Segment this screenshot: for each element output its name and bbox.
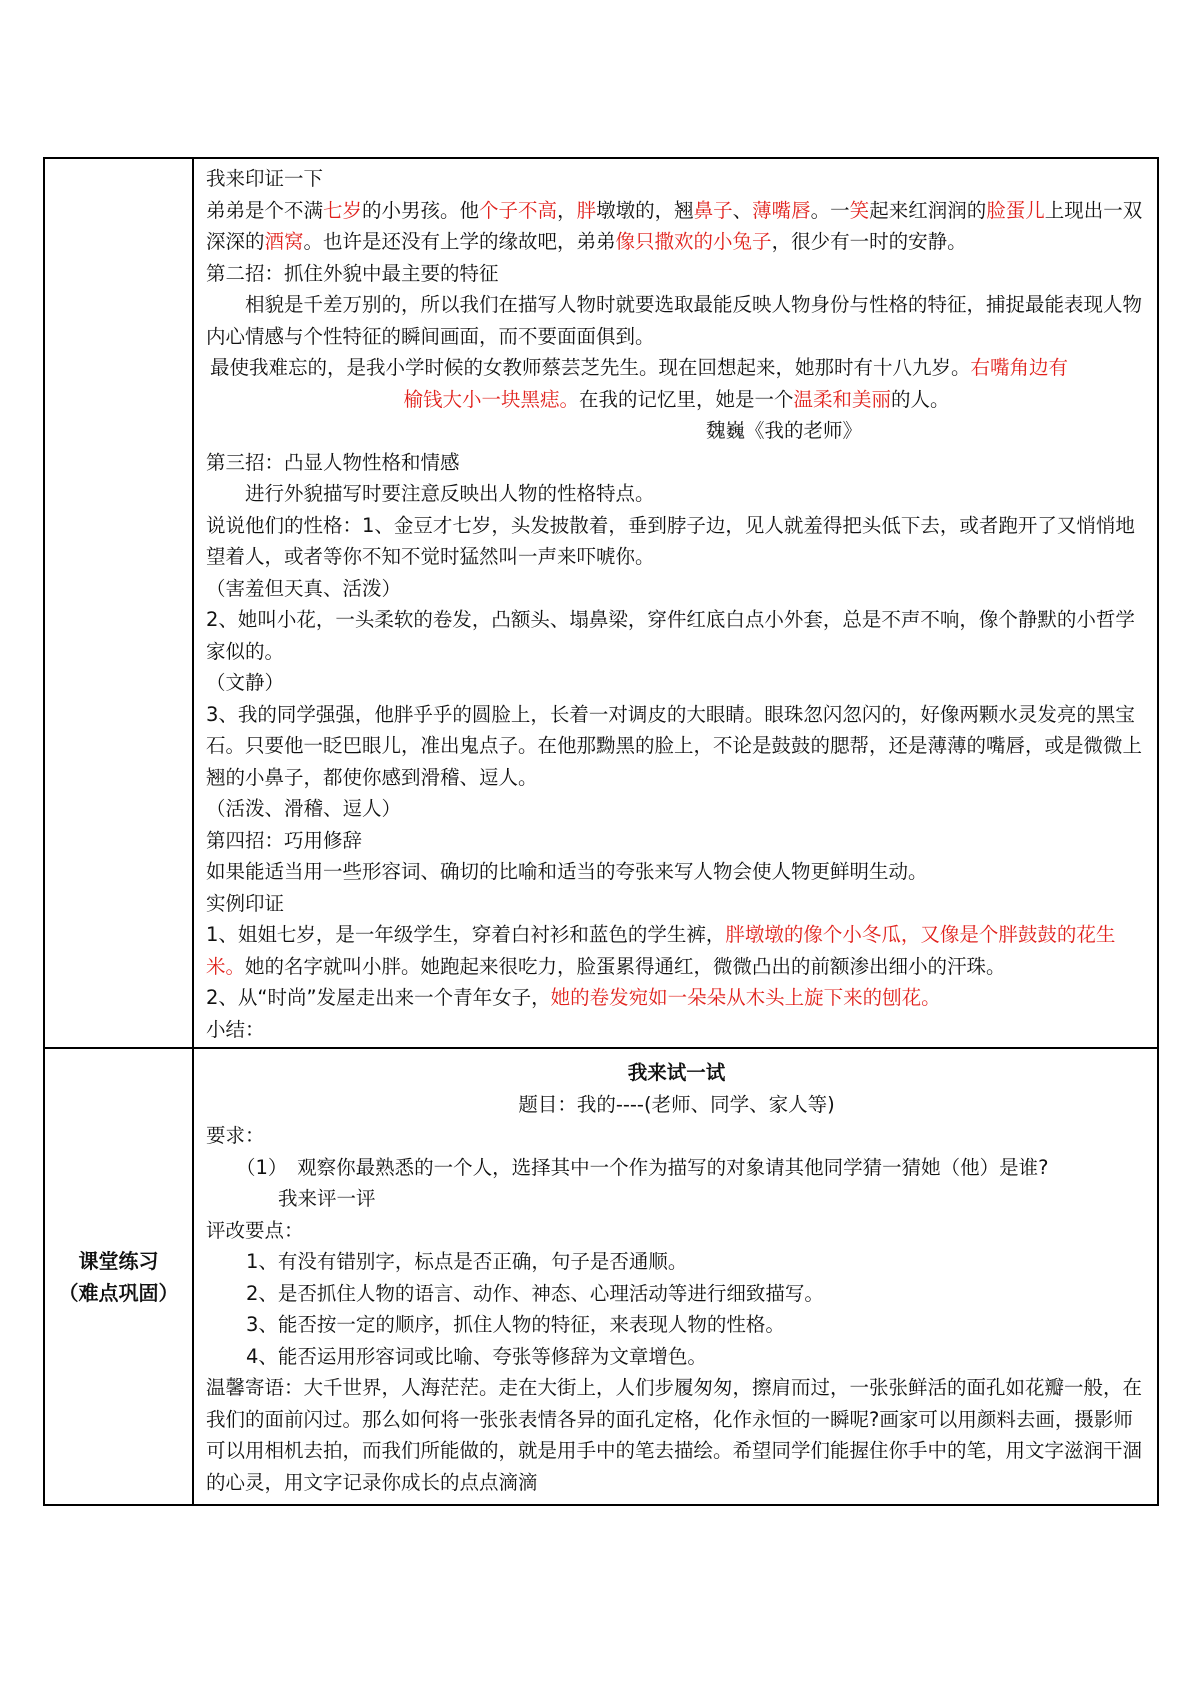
highlighted-text: 笑 bbox=[849, 198, 870, 222]
highlighted-text: 右嘴角边有 bbox=[970, 356, 1069, 379]
row-label-cell-practice bbox=[44, 1048, 193, 1505]
highlighted-text: 胖墩墩的像个小冬瓜，又像是个胖鼓鼓的花生米。 bbox=[206, 923, 1116, 978]
table-row-practice bbox=[44, 1048, 1158, 1505]
review-point-1: 1、有没有错别字，标点是否正确，句子是否通顺。 bbox=[246, 1250, 688, 1273]
tip-three-heading: 第三招：凸显人物性格和情感 bbox=[206, 450, 460, 474]
rhetoric-example-2 bbox=[206, 982, 1147, 1014]
paragraph-brother-example bbox=[206, 195, 1147, 258]
summary-heading: 小结： bbox=[206, 1017, 265, 1041]
review-point-2: 2、是否抓住人物的语言、动作、神态、心理活动等进行细致描写。 bbox=[246, 1281, 824, 1305]
character-example-1: 说说他们的性格：1、金豆才七岁，头发披散着，垂到脖子边，见人就羞得把头低下去，或者跑开了又悄悄地望着人，或者等你不知不觉时猛然叫一声来吓唬你。 bbox=[206, 513, 1135, 568]
text-segment: 。一 bbox=[810, 198, 850, 222]
teacher-example-line2 bbox=[206, 384, 1147, 416]
text-segment: 上现出一双深深的 bbox=[206, 198, 1143, 253]
example-verify-heading: 实例印证 bbox=[206, 891, 285, 915]
text-segment: 。也许是还没有上学的缘故吧，弟弟 bbox=[303, 230, 616, 253]
practice-title: 我来试一试 bbox=[627, 1061, 726, 1084]
text-segment: 墩墩的，翘 bbox=[596, 198, 694, 222]
table-row-description-tips bbox=[44, 158, 1158, 1048]
highlighted-text: 七岁 bbox=[323, 198, 363, 222]
highlighted-text: 鼻子 bbox=[693, 198, 733, 222]
text-segment: 2、从“时尚”发屋走出来一个青年女子， bbox=[206, 986, 551, 1009]
text-segment: ，很少有一时的安静。 bbox=[771, 230, 967, 253]
tip-four-heading: 第四招：巧用修辞 bbox=[206, 828, 363, 852]
highlighted-text: 温柔和美丽 bbox=[793, 387, 892, 411]
highlighted-text: 薄嘴唇 bbox=[752, 198, 811, 222]
review-point-3: 3、能否按一定的顺序，抓住人物的特征，来表现人物的性格。 bbox=[246, 1313, 785, 1336]
content-cell-tips bbox=[193, 158, 1158, 1048]
text-segment: 最使我难忘的，是我小学时候的女教师蔡芸芝先生。现在回想起来，她那时有十八九岁。 bbox=[210, 356, 971, 379]
review-points-heading: 评改要点： bbox=[206, 1218, 304, 1242]
text-segment: 1、姐姐七岁，是一年级学生，穿着白衬衫和蓝色的学生裤， bbox=[206, 923, 726, 946]
highlighted-text: 像只撒欢的小兔子 bbox=[615, 230, 772, 253]
text-segment: 在我的记忆里，她是一个 bbox=[578, 387, 794, 411]
character-answer-2: （文静） bbox=[206, 671, 285, 694]
character-answer-1: （害羞但天真、活泼） bbox=[206, 576, 402, 600]
lesson-sheet bbox=[43, 157, 1153, 1506]
peer-review-heading: 我来评一评 bbox=[278, 1187, 376, 1210]
highlighted-text: 酒窝 bbox=[264, 230, 304, 253]
character-example-3: 3、我的同学强强，他胖乎乎的圆脸上，长着一对调皮的大眼睛。眼珠忽闪忽闪的，好像两颗水灵发亮的黑宝石。只要他一眨巴眼儿，准出鬼点子。在他那黝黑的脸上，不论是鼓鼓的腮帮，还是薄薄的嘴唇，或是微微上翘的小鼻子，都使你感到滑稽、逗人。 bbox=[206, 702, 1143, 789]
text-segment: 的小男孩。他 bbox=[362, 198, 480, 222]
practice-topic: 题目：我的----(老师、同学、家人等) bbox=[518, 1092, 835, 1116]
tip-two-heading: 第二招：抓住外貌中最主要的特征 bbox=[206, 261, 499, 285]
rhetoric-example-1 bbox=[206, 919, 1147, 982]
tip-four-explanation: 如果能适当用一些形容词、确切的比喻和适当的夸张来写人物会使人物更鲜明生动。 bbox=[206, 860, 928, 883]
row-label-cell-empty bbox=[44, 158, 193, 1048]
highlighted-text: 胖 bbox=[576, 198, 597, 222]
practice-label bbox=[45, 1245, 192, 1309]
character-example-2: 2、她叫小花，一头柔软的卷发，凸额头、塌鼻梁，穿件红底白点小外套，总是不声不响，像个静默的小哲学家似的。 bbox=[206, 608, 1135, 663]
practice-label-line1: 课堂练习 bbox=[78, 1248, 159, 1273]
text-segment: 的人。 bbox=[891, 387, 950, 411]
practice-label-line2: （难点巩固） bbox=[58, 1280, 179, 1305]
character-answer-3: （活泼、滑稽、逗人） bbox=[206, 797, 402, 820]
highlighted-text: 榆钱大小一块黑痣。 bbox=[403, 387, 579, 411]
tip-two-explanation: 相貌是千差万别的，所以我们在描写人物时就要选取最能反映人物身份与性格的特征，捕捉最能表现人物内心情感与个性特征的瞬间画面，而不要面面俱到。 bbox=[206, 293, 1143, 348]
closing-message: 温馨寄语：大千世界，人海茫茫。走在大街上，人们步履匆匆，擦肩而过，一张张鲜活的面孔如花瓣一般，在我们的面前闪过。那么如何将一张张表情各异的面孔定格，化作永恒的一瞬呢?画家可以用颜料去画，摄影师可以用相机去拍，而我们所能做的，就是用手中的笔去描绘。希望同学们能握住你手中的笔，用文字滋润干涸的心灵，用文字记录你成长的点点滴滴 bbox=[206, 1376, 1143, 1494]
teacher-example-line1 bbox=[206, 352, 1147, 384]
lesson-table bbox=[43, 157, 1159, 1506]
content-cell-practice bbox=[193, 1048, 1158, 1505]
text-segment: 她的名字就叫小胖。她跑起来很吃力，脸蛋累得通红，微微凸出的前额渗出细小的汗珠。 bbox=[245, 954, 1006, 978]
text-segment: ， bbox=[557, 198, 577, 222]
requirements-heading: 要求： bbox=[206, 1124, 265, 1147]
quote-attribution: 魏巍《我的老师》 bbox=[705, 419, 862, 442]
highlighted-text: 她的卷发宛如一朵朵从木头上旋下来的刨花。 bbox=[550, 986, 941, 1009]
text-segment: 起来红润润的 bbox=[869, 198, 987, 222]
paragraph-verify-heading: 我来印证一下 bbox=[206, 167, 324, 190]
highlighted-text: 个子不高 bbox=[479, 198, 558, 222]
text-segment: 、 bbox=[732, 198, 753, 222]
requirement-item-1: （1） 观察你最熟悉的一个人，选择其中一个作为描写的对象请其他同学猜一猜她（他）是谁? bbox=[236, 1155, 1049, 1179]
text-segment: 弟弟是个不满 bbox=[206, 198, 324, 222]
tip-three-explanation: 进行外貌描写时要注意反映出人物的性格特点。 bbox=[245, 482, 655, 505]
review-point-4: 4、能否运用形容词或比喻、夸张等修辞为文章增色。 bbox=[246, 1344, 707, 1368]
highlighted-text: 脸蛋儿 bbox=[986, 198, 1045, 222]
